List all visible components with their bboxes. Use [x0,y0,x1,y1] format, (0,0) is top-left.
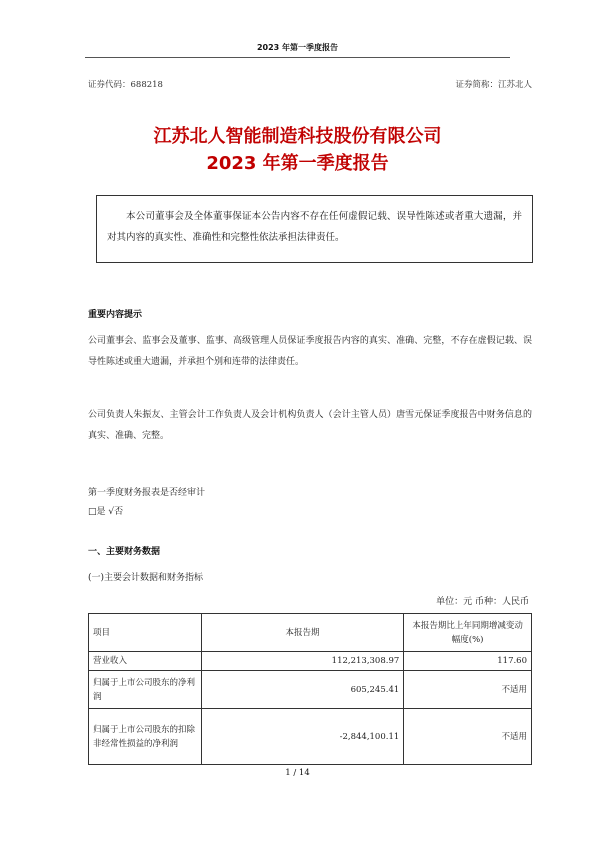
audit-question: 第一季度财务报表是否经审计 [88,488,206,498]
table-header-row [89,614,532,652]
row-label: 归属于上市公司股东的净利润 [89,671,202,709]
security-code: 证券代码：688218 [88,80,163,90]
company-title: 江苏北人智能制造科技股份有限公司 [153,126,442,147]
row-value: -2,844,100.11 [201,709,404,765]
header-change: 本报告期比上年同期增减变动幅度(%) [404,614,532,652]
report-title: 2023 年第一季度报告 [206,153,389,174]
important-para2: 公司负责人朱振友、主管会计工作负责人及会计机构负责人（会计主管人员）唐雪元保证季度报告中财务信息的真实、准确、完整。 [88,410,532,441]
table-row [89,652,532,671]
page-number: 1 / 14 [285,768,310,778]
row-change: 不适用 [404,709,532,765]
section1-heading: 一、主要财务数据 [88,547,161,557]
notice-text: 本公司董事会及全体董事保证本公告内容不存在任何虚假记载、误导性陈述或者重大遗漏，并对其内容的真实性、准确性和完整性依法承担法律责任。 [107,211,522,243]
row-value: 605,245.41 [201,671,404,709]
row-change: 117.60 [404,652,532,671]
important-heading: 重要内容提示 [88,310,143,320]
security-abbr: 证券简称：江苏北人 [455,80,532,90]
financial-table [88,613,532,765]
table-row [89,709,532,765]
notice-box [96,195,533,263]
header-title: 2023 年第一季度报告 [256,43,339,52]
important-para1: 公司董事会、监事会及董事、监事、高级管理人员保证季度报告内容的真实、准确、完整，不存在虚假记载、误导性陈述或重大遗漏，并承担个别和连带的法律责任。 [88,336,532,367]
row-label: 归属于上市公司股东的扣除非经常性损益的净利润 [89,709,202,765]
row-label: 营业收入 [89,652,202,671]
header-current-period: 本报告期 [201,614,404,652]
page-footer [0,768,595,778]
row-change: 不适用 [404,671,532,709]
section1-subheading: (一)主要会计数据和财务指标 [88,573,204,583]
row-value: 112,213,308.97 [201,652,404,671]
header-item: 项目 [89,614,202,652]
page-header [85,42,510,58]
unit-label: 单位：元 币种：人民币 [436,597,529,607]
audit-answer: □是 √否 [88,507,124,517]
table-row [89,671,532,709]
